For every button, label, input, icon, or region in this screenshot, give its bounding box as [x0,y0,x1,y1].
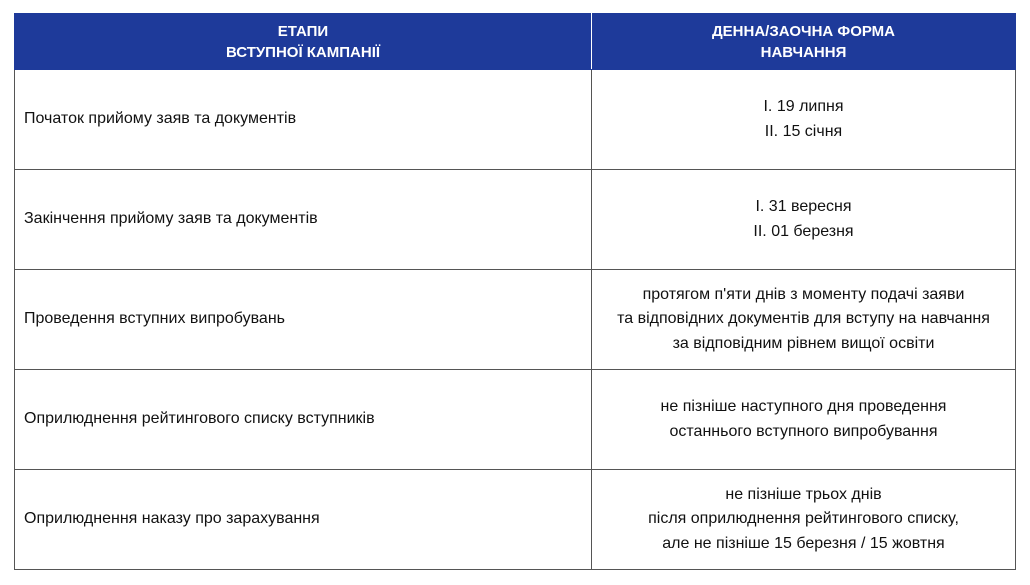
term-line: ІІ. 15 січня [764,122,843,140]
stage-cell: Початок прийому заяв та документів [15,70,592,170]
term-cell [592,470,1016,570]
term-line: не пізніше трьох днів [725,485,882,503]
header-stages-line: ВСТУПНОЇ КАМПАНІЇ [225,43,381,61]
admission-schedule [14,13,1015,570]
term-line: останнього вступного випробування [669,422,938,440]
header-study-form-line: НАВЧАННЯ [760,43,847,61]
stage-cell: Проведення вступних випробувань [15,270,592,370]
schedule-table [14,13,1016,570]
term-line: за відповідним рівнем вищої освіти [672,334,935,352]
header-study-form [592,14,1016,70]
term-line: та відповідних документів для вступу на навчання [617,310,990,328]
term-line: не пізніше наступного дня проведення [660,398,947,415]
term-cell [592,370,1016,470]
table-row [15,270,1016,370]
term-cell [592,70,1016,170]
term-line: І. 19 липня [763,98,844,115]
term-line: І. 31 вересня [755,198,852,215]
table-row [15,170,1016,270]
term-line: але не пізніше 15 березня / 15 жовтня [662,534,945,552]
term-line: після оприлюднення рейтингового списку, [648,510,959,528]
table-row [15,370,1016,470]
term-line: протягом п'яти днів з моменту подачі заяви [642,285,965,303]
term-line: ІІ. 01 березня [753,222,854,240]
table-header-row [15,14,1016,70]
term-cell [592,170,1016,270]
table-row [15,70,1016,170]
stage-cell: Закінчення прийому заяв та документів [15,170,592,270]
header-stages-line: ЕТАПИ [277,22,329,40]
stage-cell: Оприлюднення рейтингового списку вступників [15,370,592,470]
term-cell [592,270,1016,370]
header-stages [15,14,592,70]
table-row [15,470,1016,570]
header-study-form-line: ДЕННА/ЗАОЧНА ФОРМА [711,22,896,40]
stage-cell: Оприлюднення наказу про зарахування [15,470,592,570]
